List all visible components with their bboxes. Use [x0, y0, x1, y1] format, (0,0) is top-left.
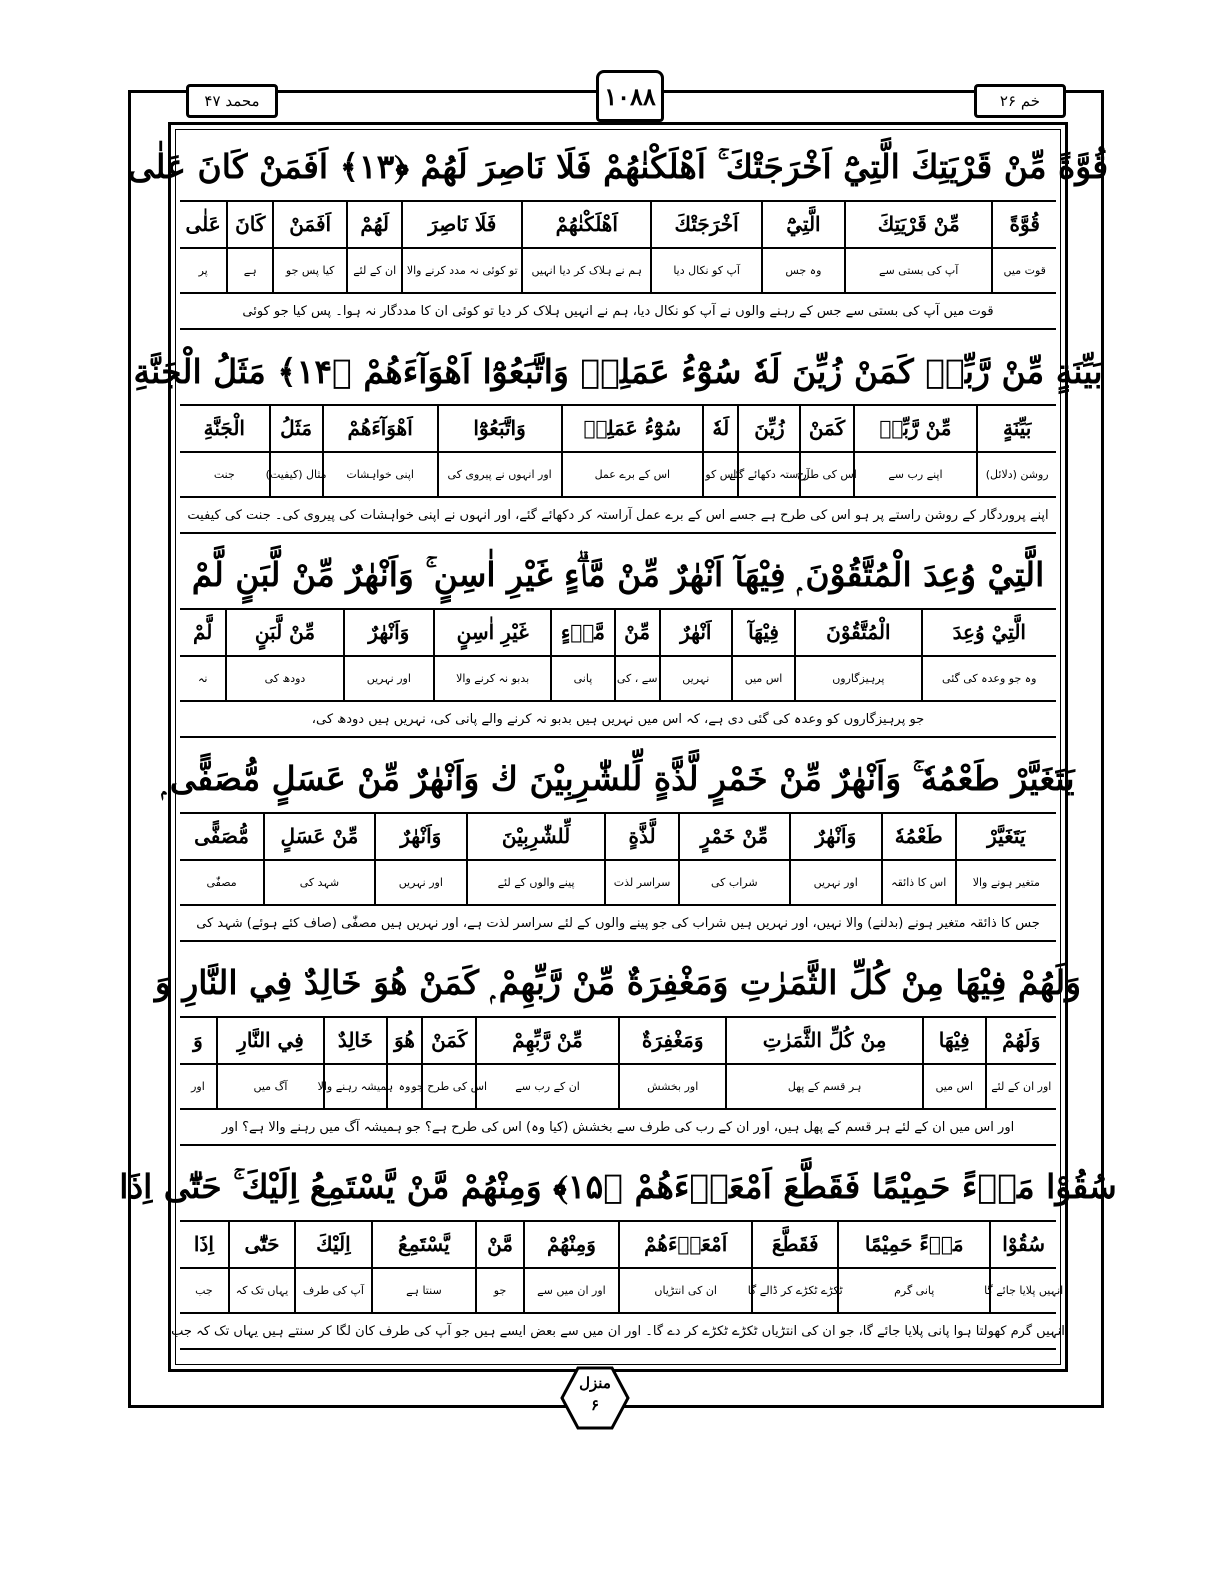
word-meaning: وہ — [398, 1079, 411, 1093]
word-arabic: مَثَلُ — [271, 406, 322, 453]
word-arabic: سُوْٓءُ عَمَلِهٖ — [563, 406, 703, 453]
word-cell — [466, 814, 604, 904]
word-cell — [294, 1222, 370, 1312]
page-number: ۱۰۸۸ — [604, 81, 656, 111]
word-cell — [374, 814, 466, 904]
word-cell — [991, 202, 1056, 292]
word-meaning: اس کی طرح جو — [411, 1079, 488, 1093]
word-arabic: سُقُوْا — [991, 1222, 1056, 1269]
word-arabic: يَتَغَيَّرْ — [957, 814, 1056, 861]
word-cell — [180, 406, 268, 496]
word-cell — [844, 202, 992, 292]
word-arabic: الَّتِيْٓ — [763, 202, 844, 249]
word-meaning: ہم نے ہلاک کر دیا انہیں — [531, 263, 642, 277]
word-arabic: الْمُتَّقُوْنَ — [796, 610, 920, 657]
word-meaning: اس کے برے عمل — [594, 467, 671, 481]
word-arabic: مِّنْ قَرْيَتِكَ — [846, 202, 992, 249]
word-arabic: اَهْوَآءَهُمْ — [324, 406, 437, 453]
word-meaning: کیا پس جو — [285, 263, 335, 277]
word-meaning: ہے — [243, 263, 257, 277]
word-meaning: ہمیشہ رہنے والا — [317, 1079, 394, 1093]
word-meaning: ان کی انتڑیاں — [654, 1283, 717, 1297]
word-arabic: مِّنْ خَمْرٍ — [680, 814, 789, 861]
word-cell — [272, 202, 346, 292]
word-cell — [618, 1018, 725, 1108]
word-cell — [225, 610, 342, 700]
word-cell — [437, 406, 561, 496]
word-meaning: ان کے لئے — [353, 263, 397, 277]
verse-translation: جو پرہیزگاروں کو وعدہ کی گئی دی ہے، کہ اس میں نہریں ہیں بدبو نہ کرنے والے پانی کی، نہریں ہیں دودھ کی، — [180, 700, 1056, 738]
word-arabic: وَاتَّبَعُوْٓا — [439, 406, 561, 453]
surah-name-box — [186, 84, 278, 118]
verse-translation: اپنے پروردگار کے روشن راستے پر ہو اس کی طرح ہے جسے اس کے برے عمل آراستہ کر دکھائے گئے، اور انہوں نے اپنی خواہشات کی پیروی کی۔ جنت کی کیفیت — [180, 496, 1056, 534]
word-arabic: مِنْ كُلِّ الثَّمَرٰتِ — [727, 1018, 922, 1065]
word-arabic: مِّنْ لَّبَنٍ — [227, 610, 342, 657]
word-meaning: اس کا ذائقہ — [891, 875, 947, 889]
word-cell — [604, 814, 678, 904]
word-by-word-grid — [180, 404, 1056, 496]
word-meaning: اور — [191, 1079, 205, 1093]
word-meaning: دودھ کی — [264, 671, 306, 685]
word-cell — [386, 1018, 422, 1108]
word-cell — [837, 1222, 989, 1312]
word-cell — [881, 814, 955, 904]
word-arabic: مِّنْ — [616, 610, 659, 657]
word-arabic: هُوَ — [388, 1018, 422, 1065]
word-arabic: اِلَيْكَ — [296, 1222, 370, 1269]
word-arabic: الْجَنَّةِ — [180, 406, 268, 453]
word-cell — [343, 610, 433, 700]
verse-arabic-line: الَّتِيْ وُعِدَ الْمُتَّقُوْنَ ۭ فِيْهَآ اَنْهٰرٌ مِّنْ مَّاۗءٍ غَيْرِ اٰسِنٍ ۚ وَاَنْهٰرٌ مِّنْ لَّبَنٍ لَّمْ — [191, 555, 1045, 594]
word-cell — [561, 406, 703, 496]
page-number-box — [596, 70, 664, 122]
word-arabic: مُّصَفًّى — [180, 814, 263, 861]
word-arabic: اِذَا — [180, 1222, 228, 1269]
word-meaning: ٹکڑے ٹکڑے کر ڈالے گا — [747, 1283, 843, 1297]
word-cell — [521, 202, 650, 292]
word-arabic: وَاَنْهٰرٌ — [791, 814, 881, 861]
word-cell — [401, 202, 521, 292]
word-cell — [180, 610, 225, 700]
word-by-word-grid — [180, 1016, 1056, 1108]
word-meaning: شراب کی — [710, 875, 758, 889]
word-meaning: سراسر لذت — [613, 875, 671, 889]
word-by-word-grid — [180, 1220, 1064, 1312]
word-meaning: وہ جس — [785, 263, 822, 277]
verse-translation: قوت میں آپ کی بستی سے جس کے رہنے والوں نے آپ کو نکال دیا، ہم نے انہیں ہلاک کر دیا تو کوئی ان کا مددگار نہ ہوا۔ پس کیا جو کوئی — [180, 292, 1056, 330]
word-arabic: مِّنْ عَسَلٍ — [265, 814, 374, 861]
word-cell — [180, 1222, 228, 1312]
word-cell — [729, 406, 810, 496]
word-cell — [921, 610, 1056, 700]
word-arabic: فِيْهَآ — [733, 610, 794, 657]
word-cell — [226, 202, 272, 292]
word-arabic: وَ — [180, 1018, 216, 1065]
word-meaning: انہیں پلایا جائے گا — [984, 1283, 1064, 1297]
word-cell — [180, 814, 263, 904]
word-arabic: مِّنْ رَّبِّهِمْ — [477, 1018, 618, 1065]
word-meaning: مثال (کیفیت) — [265, 467, 327, 481]
word-meaning: پر — [198, 263, 208, 277]
word-arabic: فَلَا نَاصِرَ — [403, 202, 521, 249]
word-arabic: لِّلشّٰرِبِيْنَ — [468, 814, 604, 861]
word-arabic: مَّاۗءٍ — [552, 610, 613, 657]
word-meaning: جو — [493, 1283, 507, 1297]
word-arabic: وَاَنْهٰرٌ — [376, 814, 466, 861]
word-cell — [955, 814, 1056, 904]
verse-arabic-line: بَيِّنَةٍ مِّنْ رَّبِّهٖ كَمَنْ زُيِّنَ لَهٗ سُوْٓءُ عَمَلِهٖ وَاتَّبَعُوْٓا اَهْوَآءَهُمْ ﴿۱۴﴾ مَثَلُ الْجَنَّةِ — [133, 351, 1103, 391]
verse-arabic-line: قُوَّةً مِّنْ قَرْيَتِكَ الَّتِيْٓ اَخْرَجَتْكَ ۚ اَهْلَكْنٰهُمْ فَلَا نَاصِرَ لَهُمْ ﴿۱۳﴾ اَفَمَنْ كَانَ عَلٰى — [127, 147, 1109, 186]
word-arabic: كَمَنْ — [423, 1018, 475, 1065]
word-arabic: قُوَّةً — [993, 202, 1056, 249]
word-meaning: آپ کی بستی سے — [879, 263, 959, 277]
word-cell — [433, 610, 550, 700]
word-meaning: ان کے رب سے — [515, 1079, 580, 1093]
word-cell — [614, 610, 659, 700]
word-arabic: كَانَ — [228, 202, 272, 249]
word-meaning: متغیر ہونے والا — [972, 875, 1040, 889]
word-arabic: مَّنْ — [477, 1222, 523, 1269]
word-cell — [411, 1018, 488, 1108]
verse-arabic-line: سُقُوْا مَاۗءً حَمِيْمًا فَقَطَّعَ اَمْعَاۗءَهُمْ ﴿۱۵﴾ وَمِنْهُمْ مَّنْ يَّسْتَمِعُ اِلَيْكَ ۚ حَتّٰٓى اِذَا — [119, 1167, 1117, 1206]
word-cell — [794, 610, 920, 700]
word-cell — [371, 1222, 476, 1312]
verse-translation: انہیں گرم کھولتا ہوا پانی پلایا جائے گا، جو ان کی انتڑیاں ٹکڑے ٹکڑے کر دے گا۔ اور ان میں سے بعض ایسے ہیں جو آپ کی طرف کان لگا کر سنتے ہیں یہاں تک کہ جب — [180, 1312, 1056, 1350]
verse-arabic-line: وَلَهُمْ فِيْهَا مِنْ كُلِّ الثَّمَرٰتِ وَمَغْفِرَةٌ مِّنْ رَّبِّهِمْ ۭ كَمَنْ هُوَ خَالِدٌ فِي النَّارِ وَ — [154, 963, 1082, 1002]
word-meaning: جب — [195, 1283, 213, 1297]
word-arabic: يَّسْتَمِعُ — [373, 1222, 476, 1269]
word-arabic: فِيْهَا — [924, 1018, 985, 1065]
word-meaning: اور ان میں سے — [537, 1283, 606, 1297]
word-cell — [346, 202, 401, 292]
word-meaning: اور نہریں — [813, 875, 858, 889]
word-arabic: لَّذَّةٍ — [606, 814, 678, 861]
verse-translation: اور اس میں ان کے لئے ہر قسم کے پھل ہیں، اور ان کے رب کی طرف سے بخشش (کیا وہ) اس کی طرح ہے؟ جو ہمیشہ آگ میں رہنے والا ہے؟ اور — [180, 1108, 1056, 1146]
word-meaning: اور ان کے لئے — [991, 1079, 1052, 1093]
word-arabic: الَّتِيْ وُعِدَ — [923, 610, 1056, 657]
word-arabic: لَهٗ — [704, 406, 737, 453]
word-cell — [618, 1222, 751, 1312]
word-meaning: پانی — [573, 671, 593, 685]
word-cell — [976, 406, 1056, 496]
word-cell — [523, 1222, 618, 1312]
word-cell — [228, 1222, 295, 1312]
word-arabic: مَاۗءً حَمِيْمًا — [839, 1222, 989, 1269]
manzil-label — [560, 1372, 630, 1416]
word-meaning: اور بخشش — [647, 1079, 699, 1093]
word-meaning: نہریں — [682, 671, 710, 685]
verse-arabic-line: يَتَغَيَّرْ طَعْمُهٗ ۚ وَاَنْهٰرٌ مِّنْ خَمْرٍ لَّذَّةٍ لِّلشّٰرِبِيْنَ ڬ وَاَنْهٰرٌ مِّنْ عَسَلٍ مُّصَفًّى ۭ — [161, 759, 1075, 798]
word-cell — [475, 1222, 523, 1312]
word-by-word-grid — [180, 608, 1056, 700]
word-arabic: وَمَغْفِرَةٌ — [620, 1018, 725, 1065]
word-cell — [984, 1222, 1064, 1312]
word-arabic: اَمْعَاۗءَهُمْ — [620, 1222, 751, 1269]
word-cell — [550, 610, 613, 700]
word-arabic: طَعْمُهٗ — [883, 814, 955, 861]
word-cell — [731, 610, 794, 700]
word-meaning: اس میں — [935, 1079, 974, 1093]
word-meaning: جنت — [213, 467, 235, 481]
word-meaning: آپ کی طرف — [302, 1283, 364, 1297]
page-content — [119, 134, 1117, 1360]
word-cell — [725, 1018, 922, 1108]
word-meaning: اس کی طرح — [797, 467, 857, 481]
word-cell — [797, 406, 857, 496]
word-meaning: اس میں — [744, 671, 783, 685]
word-cell — [475, 1018, 618, 1108]
word-arabic: اَخْرَجَتْكَ — [652, 202, 761, 249]
word-arabic: عَلٰى — [180, 202, 226, 249]
word-meaning: تو کوئی نہ مدد کرنے والا — [406, 263, 518, 277]
word-arabic: فِي النَّارِ — [218, 1018, 323, 1065]
word-by-word-grid — [180, 200, 1056, 292]
word-arabic: وَمِنْهُمْ — [525, 1222, 618, 1269]
surah-name: محمد ۴۷ — [204, 92, 260, 110]
word-arabic: حَتّٰٓى — [230, 1222, 295, 1269]
word-cell — [322, 406, 437, 496]
manzil-number: ۶ — [590, 1396, 600, 1414]
word-arabic: كَمَنْ — [801, 406, 852, 453]
word-arabic: خَالِدٌ — [325, 1018, 386, 1065]
word-meaning: قوت میں — [1003, 263, 1046, 277]
word-meaning: اور نہریں — [366, 671, 411, 685]
word-arabic: اَنْهٰرٌ — [661, 610, 731, 657]
word-cell — [180, 1018, 216, 1108]
word-arabic: وَلَهُمْ — [987, 1018, 1057, 1065]
word-cell — [985, 1018, 1057, 1108]
verse-translation: جس کا ذائقہ متغیر ہونے (بدلنے) والا نہیں، اور نہریں ہیں شراب کی جو پینے والوں کے لئے سراسر لذت ہے، اور نہریں ہیں مصفّٰی (صاف کئے ہوئے) شہد کی — [180, 904, 1056, 942]
manzil-word: منزل — [579, 1374, 611, 1392]
word-meaning: سے ، کی — [616, 671, 658, 685]
word-meaning: نہ — [197, 671, 208, 685]
word-arabic: زُيِّنَ — [739, 406, 799, 453]
word-meaning: یہاں تک کہ — [235, 1283, 289, 1297]
word-meaning: پینے والوں کے لئے — [497, 875, 575, 889]
word-cell — [659, 610, 731, 700]
word-meaning: اور نہریں — [398, 875, 443, 889]
word-cell — [678, 814, 789, 904]
word-cell — [702, 406, 737, 496]
word-meaning: پانی گرم — [894, 1283, 935, 1297]
word-arabic: اَهْلَكْنٰهُمْ — [523, 202, 650, 249]
word-meaning: روشن (دلائل) — [985, 467, 1049, 481]
word-arabic: لَّمْ — [180, 610, 225, 657]
word-meaning: مصفّٰی — [206, 875, 237, 889]
word-arabic: اَفَمَنْ — [274, 202, 346, 249]
word-meaning: شہد کی — [299, 875, 340, 889]
word-arabic: مِّنْ رَّبِّهٖ — [855, 406, 977, 453]
word-by-word-grid — [180, 812, 1056, 904]
word-cell — [650, 202, 761, 292]
word-cell — [216, 1018, 323, 1108]
word-meaning: آراستہ دکھائے گئے — [729, 467, 810, 481]
word-cell — [761, 202, 844, 292]
word-cell — [747, 1222, 843, 1312]
word-meaning: اس کو — [705, 467, 737, 481]
juz-name-box — [974, 84, 1066, 118]
juz-name: خم ۲۶ — [999, 92, 1041, 110]
word-meaning: آپ کو نکال دیا — [673, 263, 740, 277]
word-cell — [922, 1018, 985, 1108]
word-meaning: پرہیزگاروں — [832, 671, 885, 685]
word-arabic: فَقَطَّعَ — [753, 1222, 837, 1269]
word-arabic: وَاَنْهٰرٌ — [345, 610, 433, 657]
word-meaning: وہ جو وعدہ کی گئی — [942, 671, 1037, 685]
word-cell — [265, 406, 327, 496]
word-cell — [180, 202, 226, 292]
word-meaning: ہر قسم کے پھل — [787, 1079, 862, 1093]
word-meaning: سنتا ہے — [406, 1283, 442, 1297]
word-arabic: بَيِّنَةٍ — [978, 406, 1056, 453]
word-meaning: اپنے رب سے — [888, 467, 943, 481]
word-cell — [789, 814, 881, 904]
word-meaning: آگ میں — [253, 1079, 288, 1093]
word-meaning: اپنی خواہشات — [346, 467, 414, 481]
word-arabic: غَيْرِ اٰسِنٍ — [435, 610, 550, 657]
word-cell — [317, 1018, 394, 1108]
word-meaning: بدبو نہ کرنے والا — [456, 671, 530, 685]
word-meaning: اور انہوں نے پیروی کی — [447, 467, 552, 481]
word-arabic: لَهُمْ — [348, 202, 401, 249]
word-cell — [853, 406, 977, 496]
word-cell — [263, 814, 374, 904]
